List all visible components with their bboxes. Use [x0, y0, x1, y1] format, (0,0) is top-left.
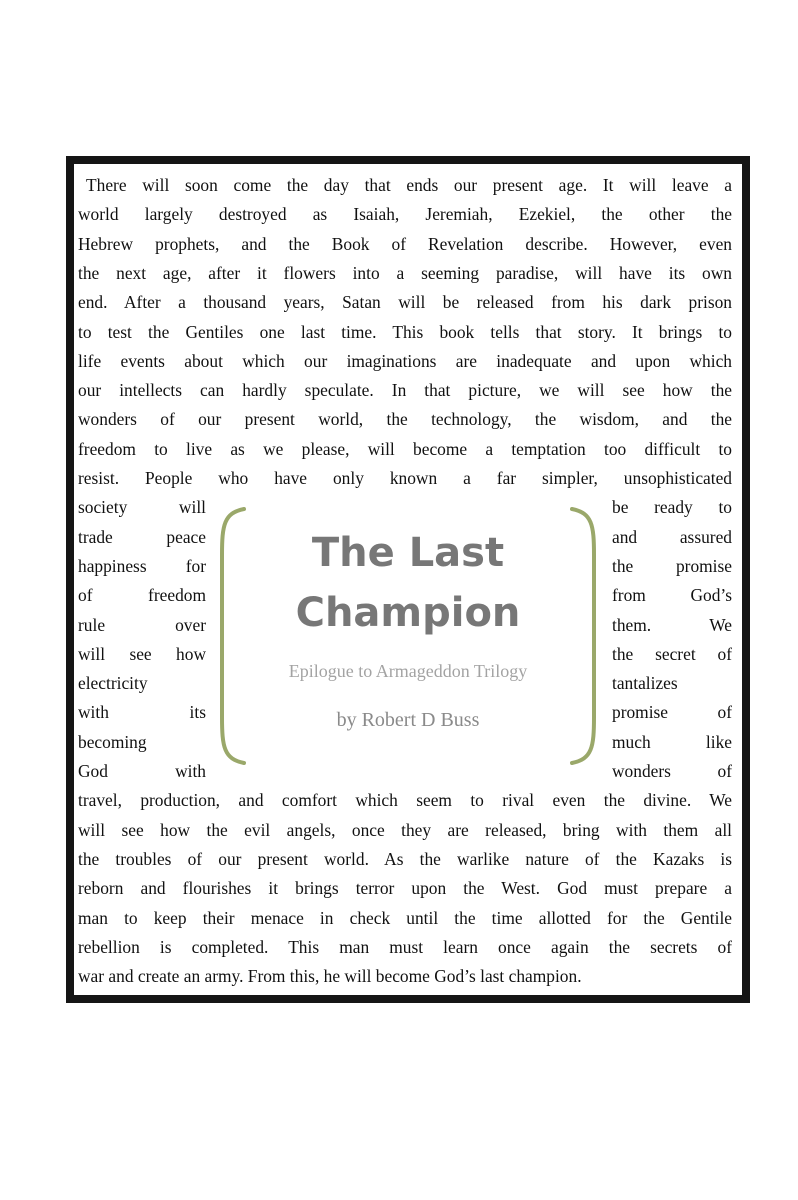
blurb-right-segment: them. We — [612, 614, 732, 635]
blurb-line: Hebrew prophets, and the Book of Revelation describe. However, even — [78, 233, 732, 254]
blurb-line: the troubles of our present world. As the warlike nature of the Kazaks is — [78, 848, 732, 869]
blurb-right-segment: from God’s — [612, 585, 732, 606]
blurb-line: will see how the evil angels, once they are released, bring with them all — [78, 819, 732, 840]
blurb-line: end. After a thousand years, Satan will be released from his dark prison — [78, 292, 732, 313]
blurb-left-segment: becoming — [78, 731, 147, 752]
blurb-line: war and create an army. From this, he will become God’s last champion. — [78, 966, 582, 987]
blurb-right-segment: tantalizes — [612, 673, 678, 694]
blurb-left-segment: rule over — [78, 614, 206, 635]
blurb-line: There will soon come the day that ends our present age. It will leave a — [86, 175, 732, 195]
blurb-line: resist. People who have only known a far simpler, unsophisticated — [78, 468, 732, 488]
blurb-right-segment: promise of — [612, 702, 732, 723]
title-line-1: The Last — [311, 530, 505, 576]
blurb-left-segment: trade peace — [78, 526, 206, 547]
blurb-left-segment: of freedom — [78, 585, 206, 606]
blurb-left-segment: with its — [78, 702, 206, 723]
blurb-line: rebellion is completed. This man must learn once again the secrets of — [78, 936, 732, 957]
blurb-line: the next age, after it flowers into a seeming paradise, will have its own — [78, 262, 732, 283]
blurb-line: man to keep their menace in check until the time allotted for the Gentile — [78, 907, 732, 928]
blurb-right-segment: the promise — [612, 555, 732, 576]
blurb-right-segment: wonders of — [612, 761, 732, 781]
blurb-line: to test the Gentiles one last time. This book tells that story. It brings to — [78, 321, 732, 342]
blurb-left-segment: electricity — [78, 673, 148, 694]
author: by Robert D Buss — [336, 709, 480, 731]
blurb-line: freedom to live as we please, will become a temptation too difficult to — [78, 438, 732, 459]
subtitle: Epilogue to Armageddon Trilogy — [288, 661, 528, 681]
blurb-line: reborn and flourishes it brings terror upon the West. God must prepare a — [78, 878, 732, 899]
title-line-2: Champion — [295, 590, 521, 636]
blurb-left-segment: God with — [78, 761, 206, 781]
blurb-line: world largely destroyed as Isaiah, Jeremiah, Ezekiel, the other the — [78, 204, 732, 225]
blurb-left-segment: happiness for — [78, 555, 206, 576]
blurb-right-segment: the secret of — [612, 643, 732, 664]
blurb-right-segment: much like — [612, 731, 732, 752]
blurb-left-segment: society will — [78, 497, 206, 518]
blurb-line: travel, production, and comfort which seem to rival even the divine. We — [78, 790, 732, 811]
blurb-line: our intellects can hardly speculate. In that picture, we will see how the — [78, 380, 732, 401]
blurb-line: wonders of our present world, the technology, the wisdom, and the — [78, 409, 732, 430]
blurb-left-segment: will see how — [78, 643, 206, 664]
blurb-line: life events about which our imaginations are inadequate and upon which — [78, 350, 732, 371]
blurb-right-segment: and assured — [612, 526, 732, 547]
title-panel — [212, 505, 604, 767]
blurb-right-segment: be ready to — [612, 497, 732, 518]
